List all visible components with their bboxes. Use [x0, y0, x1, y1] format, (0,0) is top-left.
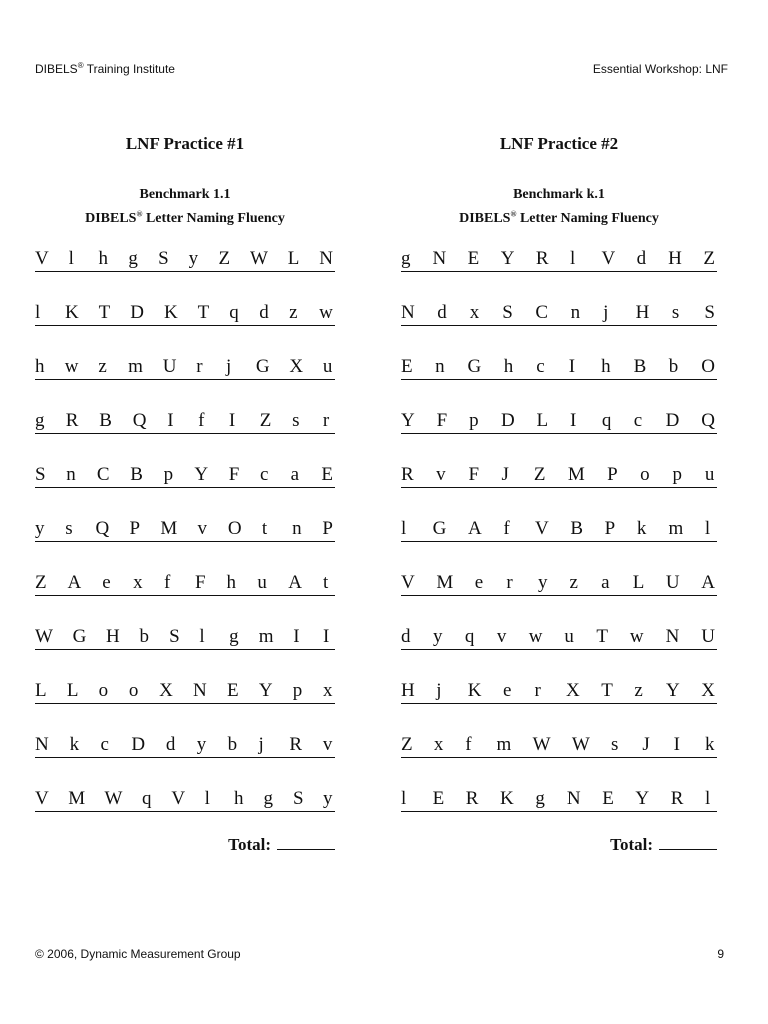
letter: m	[128, 356, 143, 377]
letter: D	[130, 302, 144, 323]
letter-row	[401, 571, 717, 596]
letter: n	[435, 356, 445, 377]
letter: V	[401, 572, 415, 593]
letter: L	[287, 248, 300, 269]
letter: n	[570, 302, 581, 323]
header-left: DIBELS® Training Institute	[35, 61, 175, 76]
letter-row	[35, 517, 335, 542]
letter: E	[321, 464, 333, 485]
letter: N	[319, 248, 333, 269]
letter: P	[322, 518, 333, 539]
letter: d	[636, 248, 647, 269]
letter: u	[704, 464, 715, 485]
letter: N	[566, 788, 581, 809]
letter: y	[35, 518, 45, 539]
letter: L	[66, 680, 79, 701]
practice-1-title: LNF Practice #1	[125, 134, 245, 153]
letter: N	[401, 302, 415, 323]
letter: Y	[665, 680, 680, 701]
letter: Y	[500, 248, 515, 269]
letter: H	[106, 626, 120, 647]
letter-row	[401, 787, 717, 812]
letter: W	[532, 734, 551, 755]
letter: l	[704, 518, 711, 539]
letter: F	[228, 464, 240, 485]
letter-row	[401, 733, 717, 758]
letter: S	[704, 302, 715, 323]
letter: Z	[218, 248, 231, 269]
letter: d	[259, 302, 269, 323]
letter: C	[535, 302, 549, 323]
letter: N	[665, 626, 680, 647]
letter: p	[163, 464, 174, 485]
letter: x	[133, 572, 143, 593]
page-number: 9	[717, 947, 724, 961]
letter-row	[35, 463, 335, 488]
letter: m	[668, 518, 684, 539]
letter: E	[467, 248, 480, 269]
letter: K	[500, 788, 514, 809]
letter: E	[401, 356, 413, 377]
letter: L	[632, 572, 645, 593]
letter: F	[436, 410, 448, 431]
letter: g	[128, 248, 138, 269]
letter: n	[292, 518, 302, 539]
letter: t	[322, 572, 329, 593]
letter: S	[169, 626, 180, 647]
letter: J	[501, 464, 509, 485]
letter: j	[258, 734, 264, 755]
letter: s	[292, 410, 300, 431]
letter: d	[165, 734, 176, 755]
letter: Q	[132, 410, 147, 431]
letter: j	[436, 680, 442, 701]
letter-row	[35, 301, 335, 326]
letter: o	[128, 680, 139, 701]
letter: G	[72, 626, 87, 647]
letter: X	[289, 356, 304, 377]
letter: G	[255, 356, 270, 377]
letter: H	[635, 302, 650, 323]
practice-1-total: Total:	[35, 835, 335, 855]
letter-row	[35, 787, 335, 812]
letter: q	[141, 788, 152, 809]
letter: F	[468, 464, 480, 485]
letter: u	[257, 572, 267, 593]
letter: h	[35, 356, 45, 377]
letter: E	[432, 788, 445, 809]
letter: d	[437, 302, 447, 323]
letter: z	[569, 572, 578, 593]
letter: x	[323, 680, 333, 701]
letter: J	[642, 734, 650, 755]
letter-row	[401, 301, 717, 326]
letter: S	[158, 248, 169, 269]
letter: V	[35, 788, 49, 809]
letter: b	[227, 734, 238, 755]
letter: k	[636, 518, 647, 539]
letter: K	[64, 302, 79, 323]
letter: n	[66, 464, 76, 485]
letter: W	[249, 248, 268, 269]
letter: c	[536, 356, 545, 377]
letter-row	[35, 625, 335, 650]
letter: h	[503, 356, 514, 377]
letter: Y	[635, 788, 650, 809]
letter: D	[131, 734, 146, 755]
letter: R	[670, 788, 684, 809]
letter: Z	[533, 464, 546, 485]
letter: E	[227, 680, 239, 701]
letter: T	[98, 302, 111, 323]
practice-1-letter-grid	[35, 247, 335, 812]
letter: M	[68, 788, 86, 809]
letter: v	[197, 518, 208, 539]
letter: P	[129, 518, 141, 539]
letter: c	[259, 464, 269, 485]
letter: O	[701, 356, 715, 377]
letter: y	[537, 572, 548, 593]
letter-row	[401, 355, 717, 380]
letter: g	[263, 788, 273, 809]
letter: M	[160, 518, 178, 539]
letter: H	[668, 248, 682, 269]
letter: K	[163, 302, 178, 323]
letter: w	[528, 626, 543, 647]
letter: z	[634, 680, 643, 701]
letter: V	[35, 248, 49, 269]
letter: x	[433, 734, 444, 755]
letter: W	[571, 734, 590, 755]
letter: d	[401, 626, 411, 647]
letter: K	[467, 680, 482, 701]
letter: Y	[194, 464, 209, 485]
letter: r	[322, 410, 330, 431]
letter: I	[228, 410, 236, 431]
practice-1-column	[35, 130, 335, 855]
letter: M	[436, 572, 454, 593]
letter: U	[665, 572, 680, 593]
letter: s	[65, 518, 73, 539]
letter: l	[68, 248, 74, 269]
letter: H	[401, 680, 415, 701]
letter-row	[401, 463, 717, 488]
letter: U	[701, 626, 715, 647]
letter: N	[432, 248, 447, 269]
letter: p	[469, 410, 479, 431]
total-blank-line[interactable]	[659, 835, 717, 850]
letter: P	[607, 464, 618, 485]
letter: l	[204, 788, 210, 809]
letter: l	[401, 518, 407, 539]
letter: v	[322, 734, 333, 755]
letter: l	[401, 788, 407, 809]
letter: h	[234, 788, 244, 809]
letter: Z	[703, 248, 715, 269]
letter: N	[35, 734, 49, 755]
letter: Y	[401, 410, 415, 431]
practice-1-subtitle: Benchmark 1.1 DIBELS® Letter Naming Fluency	[85, 187, 285, 226]
letter: C	[96, 464, 110, 485]
letter-row	[35, 247, 335, 272]
letter: p	[672, 464, 682, 485]
letter: Q	[95, 518, 110, 539]
letter: a	[601, 572, 610, 593]
letter: v	[436, 464, 446, 485]
letter: S	[292, 788, 304, 809]
letter: k	[69, 734, 80, 755]
letter: B	[130, 464, 143, 485]
letter: T	[197, 302, 210, 323]
letter: q	[601, 410, 612, 431]
letter: A	[288, 572, 303, 593]
letter: A	[467, 518, 482, 539]
letter: f	[503, 518, 510, 539]
letter: I	[293, 626, 300, 647]
letter: z	[98, 356, 107, 377]
letter: t	[261, 518, 268, 539]
letter: S	[502, 302, 513, 323]
letter: j	[603, 302, 609, 323]
letter: S	[35, 464, 46, 485]
letter: u	[322, 356, 333, 377]
letter: I	[167, 410, 174, 431]
letter: B	[99, 410, 112, 431]
letter: I	[568, 356, 576, 377]
letter: a	[290, 464, 300, 485]
letter: g	[401, 248, 411, 269]
footer-copyright: © 2006, Dynamic Measurement Group	[35, 947, 241, 961]
letter: B	[633, 356, 647, 377]
letter: u	[564, 626, 574, 647]
letter: r	[506, 572, 513, 593]
letter: q	[464, 626, 475, 647]
letter: I	[570, 410, 577, 431]
letter-row	[401, 517, 717, 542]
letter: j	[226, 356, 232, 377]
letter: z	[289, 302, 298, 323]
letter: L	[35, 680, 47, 701]
letter-row	[401, 409, 717, 434]
letter: f	[164, 572, 171, 593]
letter: s	[671, 302, 680, 323]
letter: G	[467, 356, 482, 377]
letter: y	[188, 248, 199, 269]
letter: f	[465, 734, 472, 755]
letter: D	[665, 410, 680, 431]
total-blank-line[interactable]	[277, 835, 335, 850]
letter: A	[67, 572, 82, 593]
letter: P	[604, 518, 616, 539]
practice-2-column	[401, 130, 717, 855]
letter: m	[258, 626, 274, 647]
letter-row	[35, 571, 335, 596]
letter-row	[401, 625, 717, 650]
letter: A	[701, 572, 715, 593]
letter: V	[601, 248, 616, 269]
letter: U	[162, 356, 177, 377]
letter: w	[64, 356, 79, 377]
letter: y	[322, 788, 333, 809]
letter: h	[226, 572, 236, 593]
practice-2-letter-grid	[401, 247, 717, 812]
letter: M	[567, 464, 585, 485]
letter: v	[496, 626, 507, 647]
letter: D	[500, 410, 515, 431]
letter: o	[98, 680, 109, 701]
letter-row	[35, 355, 335, 380]
letter: p	[292, 680, 303, 701]
letter: h	[601, 356, 611, 377]
letter: w	[629, 626, 644, 647]
letter: I	[322, 626, 330, 647]
letter: b	[139, 626, 149, 647]
letter: F	[194, 572, 206, 593]
letter: h	[98, 248, 108, 269]
letter: x	[469, 302, 480, 323]
letter: T	[596, 626, 608, 647]
letter: I	[673, 734, 680, 755]
letter: X	[701, 680, 715, 701]
letter: o	[640, 464, 650, 485]
letter: T	[601, 680, 613, 701]
letter: R	[289, 734, 303, 755]
letter: V	[171, 788, 186, 809]
letter: c	[100, 734, 109, 755]
letter: Z	[401, 734, 413, 755]
letter: R	[535, 248, 549, 269]
letter: w	[319, 302, 333, 323]
letter: l	[199, 626, 205, 647]
letter: b	[668, 356, 679, 377]
letter: g	[535, 788, 545, 809]
practice-2-title: LNF Practice #2	[499, 134, 619, 153]
letter: s	[611, 734, 619, 755]
letter: R	[465, 788, 479, 809]
letter: B	[570, 518, 584, 539]
letter: m	[496, 734, 512, 755]
letter: X	[566, 680, 580, 701]
letter: c	[633, 410, 643, 431]
letter: e	[102, 572, 111, 593]
letter: Z	[35, 572, 47, 593]
letter-row	[35, 409, 335, 434]
letter: k	[704, 734, 715, 755]
letter: g	[229, 626, 239, 647]
letter: y	[196, 734, 207, 755]
letter: R	[401, 464, 414, 485]
letter: r	[196, 356, 203, 377]
letter: f	[198, 410, 205, 431]
letter: l	[570, 248, 576, 269]
letter: l	[705, 788, 711, 809]
letter: X	[159, 680, 173, 701]
letter: l	[35, 302, 41, 323]
letter-row	[35, 733, 335, 758]
letter: Z	[259, 410, 272, 431]
letter: W	[35, 626, 53, 647]
letter-row	[35, 679, 335, 704]
letter: Y	[258, 680, 273, 701]
header-right: Essential Workshop: LNF	[592, 62, 728, 76]
letter: V	[534, 518, 549, 539]
letter: e	[503, 680, 512, 701]
letter: Q	[701, 410, 715, 431]
letter: G	[432, 518, 447, 539]
letter: L	[536, 410, 549, 431]
letter: g	[35, 410, 45, 431]
letter: q	[229, 302, 239, 323]
letter: e	[474, 572, 484, 593]
letter: E	[602, 788, 614, 809]
letter: N	[193, 680, 207, 701]
letter: R	[65, 410, 79, 431]
letter-row	[401, 247, 717, 272]
letter: y	[432, 626, 443, 647]
letter-row	[401, 679, 717, 704]
practice-2-total: Total:	[401, 835, 717, 855]
letter: r	[534, 680, 541, 701]
letter: W	[104, 788, 123, 809]
letter: O	[227, 518, 242, 539]
practice-2-subtitle: Benchmark k.1 DIBELS® Letter Naming Fluency	[459, 187, 659, 226]
